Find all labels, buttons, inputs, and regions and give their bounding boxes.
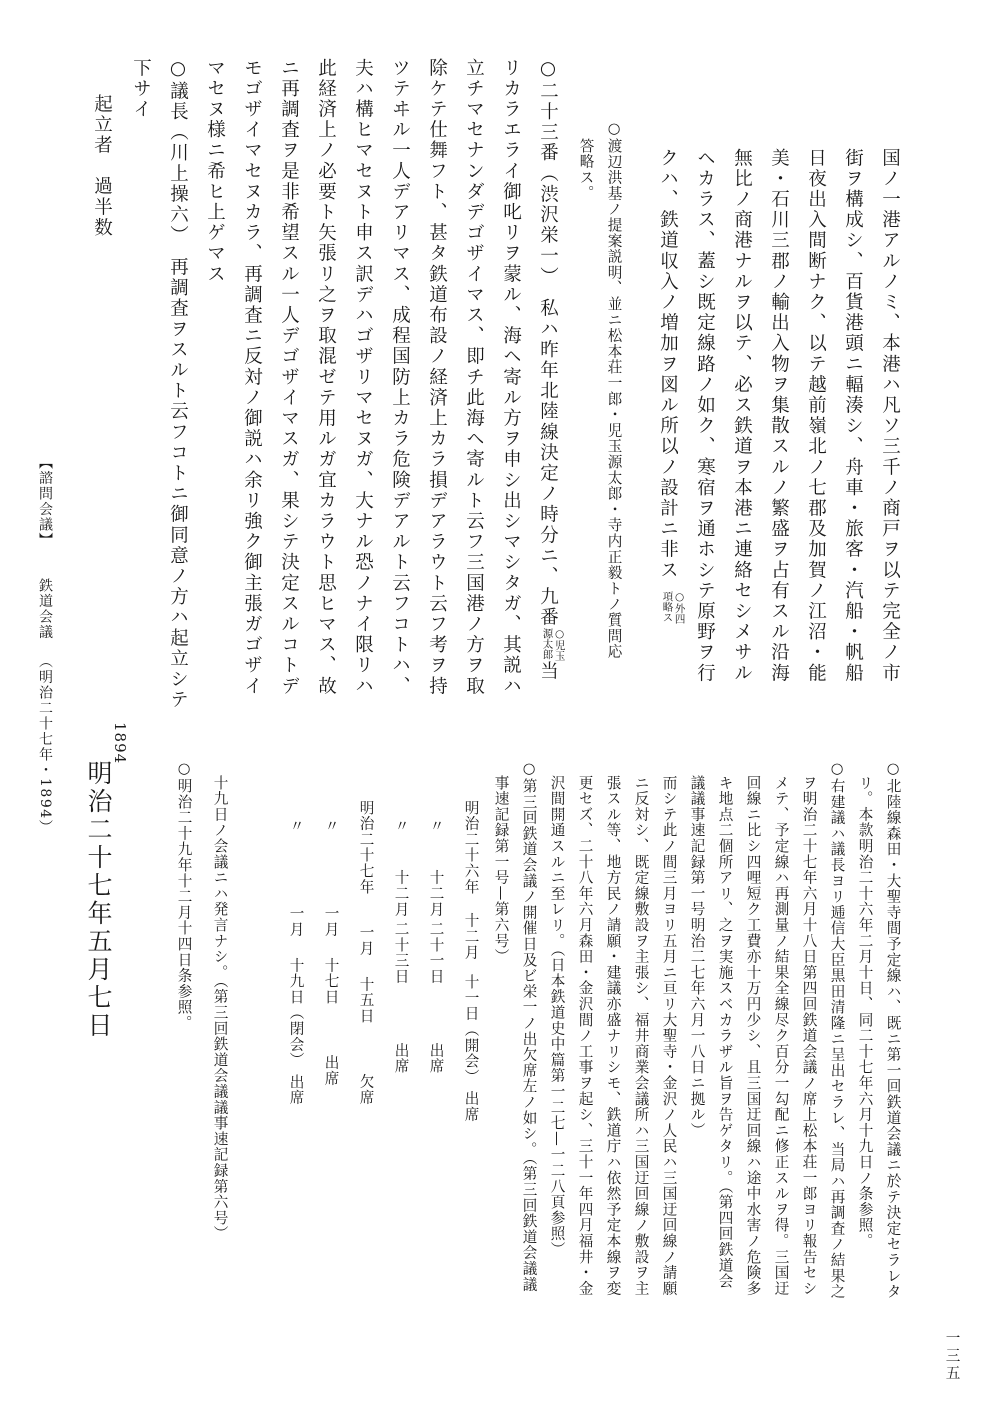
summary-note-2: 答略ス。 [577, 138, 595, 202]
column-7-text: クハ、鉄道収入ノ増加ヲ図ル所以ノ設計ニ非ス [657, 148, 679, 581]
top-column-3: 日夜出入間断ナク、以テ越前嶺北ノ七郡及加賀ノ江沼・能 [805, 148, 827, 684]
speech-column-9: モゴザイマセヌカラ、再調査ニ反対ノ御説ハ余リ強ク御主張ガゴザイ [241, 58, 263, 697]
year-label: 1894 [111, 722, 129, 765]
note-column-7: キ地点二個所アリ、之ヲ実施スベカラザル旨ヲ告ゲタリ。（第四回鉄道会 [716, 775, 734, 1290]
running-header [38, 455, 52, 835]
schedule-row-2: 〃十二月二十一日出席 [427, 818, 445, 1075]
header-title: 鉄道会議 [37, 578, 53, 640]
chairman-column-1: ○議長（川上操六） 再調査ヲスルト云フコトニ御同意ノ方ハ起立シテ [167, 58, 189, 711]
chairman-column-2: 下サイ [130, 58, 152, 120]
speech-column-4: 除ケテ仕舞フト、甚タ鉄道布設ノ経済上カラ損デアラウト云フ考ヲ持 [426, 58, 448, 697]
schedule-row-6: 〃一月十九日（閉会）出席 [287, 818, 305, 1106]
note-column-6: 回線ニ比シ四哩短ク工費亦十万円少シ、且三国迂回線ハ途中水害ノ危険多 [744, 775, 762, 1297]
top-column-5: 無比ノ商港ナルヲ以テ、必ス鉄道ヲ本港ニ連絡セシメサル [731, 148, 753, 684]
schedule-row-3: 〃十二月二十三日出席 [392, 818, 410, 1075]
speech-column-2: リカラエライ御叱リヲ蒙ル、海ヘ寄ル方ヲ申シ出シマシタガ、其説ハ [500, 58, 522, 697]
speech-column-7: 此経済上ノ必要ト矢張リ之ヲ取混ゼテ用ルガ宜カラウト思ヒマス、故 [315, 58, 337, 697]
note-column-4: ヲ明治二十七年六月十八日第四回鉄道会議ノ席上松本荘一郎ヨリ報告セシ [800, 775, 818, 1297]
schedule-row-5: 〃一月十七日出席 [322, 818, 340, 1087]
entry-date: 明治二十七年五月七日 [84, 760, 113, 1040]
omission-note: ○外四 項略ス [661, 590, 686, 624]
header-era: （明治二十七年・1894） [37, 654, 53, 836]
top-column-2: 街ヲ構成シ、百貨港頭ニ輻湊シ、舟車・旅客・汽船・帆船 [842, 148, 864, 684]
after-note-1: 十九日ノ会議ニハ発言ナシ。（第三回鉄道会議議事速記録第六号） [211, 775, 229, 1242]
note-column-11: 張スル等、地方民ノ請願・建議亦盛ナリシモ、鉄道庁ハ依然予定本線ヲ変 [604, 775, 622, 1297]
schedule-row-1: 明治二十六年十二月十一日（開会）出席 [462, 800, 480, 1123]
top-column-7 [658, 148, 687, 624]
note-column-8: 議議事速記録第一号明治二七年六月一八日ニ拠ル） [688, 775, 706, 1139]
speech-column-6: 夫ハ構ヒマセヌト申ス訳デハゴザリマセヌガ、大ナル恐ノナイ限リハ [352, 58, 374, 697]
speech-column-5: ツテヰル一人デアリマス、成程国防上カラ危険デアルト云フコトハ、 [389, 58, 411, 697]
speech-column-10: マセヌ様ニ希ヒ上ゲマス [204, 58, 226, 285]
after-note-2: ○明治二十九年十二月十四日条参照。 [175, 760, 193, 1031]
speech-column-3: 立チマセナンダデゴザイマス、即チ此海ヘ寄ルト云フ三国港ノ方ヲ取 [463, 58, 485, 697]
note-column-2: リ。本款明治二十六年二月十日、同二十七年六月十九日ノ条参照。 [856, 775, 874, 1249]
page-number: 一三五 [943, 1330, 961, 1383]
header-category: 【諮問会議】 [37, 455, 53, 548]
schedule-row-4: 明治二十七年一月十五日欠席 [357, 800, 375, 1106]
note-column-15: 事速記録第一号—第六号） [492, 775, 510, 965]
note-column-10: ニ反対シ、既定線敷設ヲ主張シ、福井商業会議所ハ三国迂回線ノ敷設ヲ主 [632, 775, 650, 1297]
note-column-13: 沢間開通スルニ至レリ。（日本鉄道史中篇第一二七—一二八頁参照） [548, 775, 566, 1258]
note-column-9: 而シテ此ノ間三月ヨリ五月ニ亘リ大聖寺・金沢ノ人民ハ三国迂回線ノ請願 [660, 775, 678, 1297]
vote-result: 起立者 過半数 [91, 94, 113, 239]
note-column-3: ○右建議ハ議長ヨリ逓信大臣黒田清隆ニ呈出セラレ、当局ハ再調査ノ結果之 [828, 760, 846, 1300]
summary-note-1: ○渡辺洪基ノ提案説明、並ニ松本荘一郎・児玉源太郎・寺内正毅トノ質問応 [605, 120, 623, 660]
speaker-shibusawa: ○二十三番（渋沢栄一） 私ハ昨年北陸線決定ノ時分ニ、九番 [537, 58, 559, 629]
note-column-14: ○第三回鉄道会議ノ開催日及ビ栄一ノ出欠席左ノ如シ。（第三回鉄道会議議 [520, 760, 538, 1293]
top-column-4: 美・石川三郡ノ輸出入物ヲ集散スルノ繁盛ヲ占有スル沿海 [768, 148, 790, 684]
note-column-1: ○北陸線森田・大聖寺間予定線ハ、既ニ第一回鉄道会議ニ於テ決定セラレタ [884, 760, 902, 1300]
speech-column-1: ○二十三番（渋沢栄一） 私ハ昨年北陸線決定ノ時分ニ、九番 ○児玉 源太郎 当 [537, 58, 566, 682]
speech-column-8: ニ再調査ヲ是非希望スル一人デゴザイマスガ、果シテ決定スルコトデ [278, 58, 300, 697]
speaker-annotation: ○児玉 源太郎 [541, 628, 566, 662]
top-column-1: 国ノ一港アルノミ、本港ハ凡ソ三千ノ商戸ヲ以テ完全ノ市 [879, 148, 901, 684]
note-column-12: 更セズ、二十八年六月森田・金沢間ノ工事ヲ起シ、三十一年四月福井・金 [576, 775, 594, 1297]
top-column-6: ヘカラス、蓋シ既定線路ノ如ク、寒宿ヲ通ホシテ原野ヲ行 [694, 148, 716, 684]
note-column-5: メテ、予定線ハ再測量ノ結果全線尽ク百分一勾配ニ修正スルヲ得。三国迂 [772, 775, 790, 1297]
